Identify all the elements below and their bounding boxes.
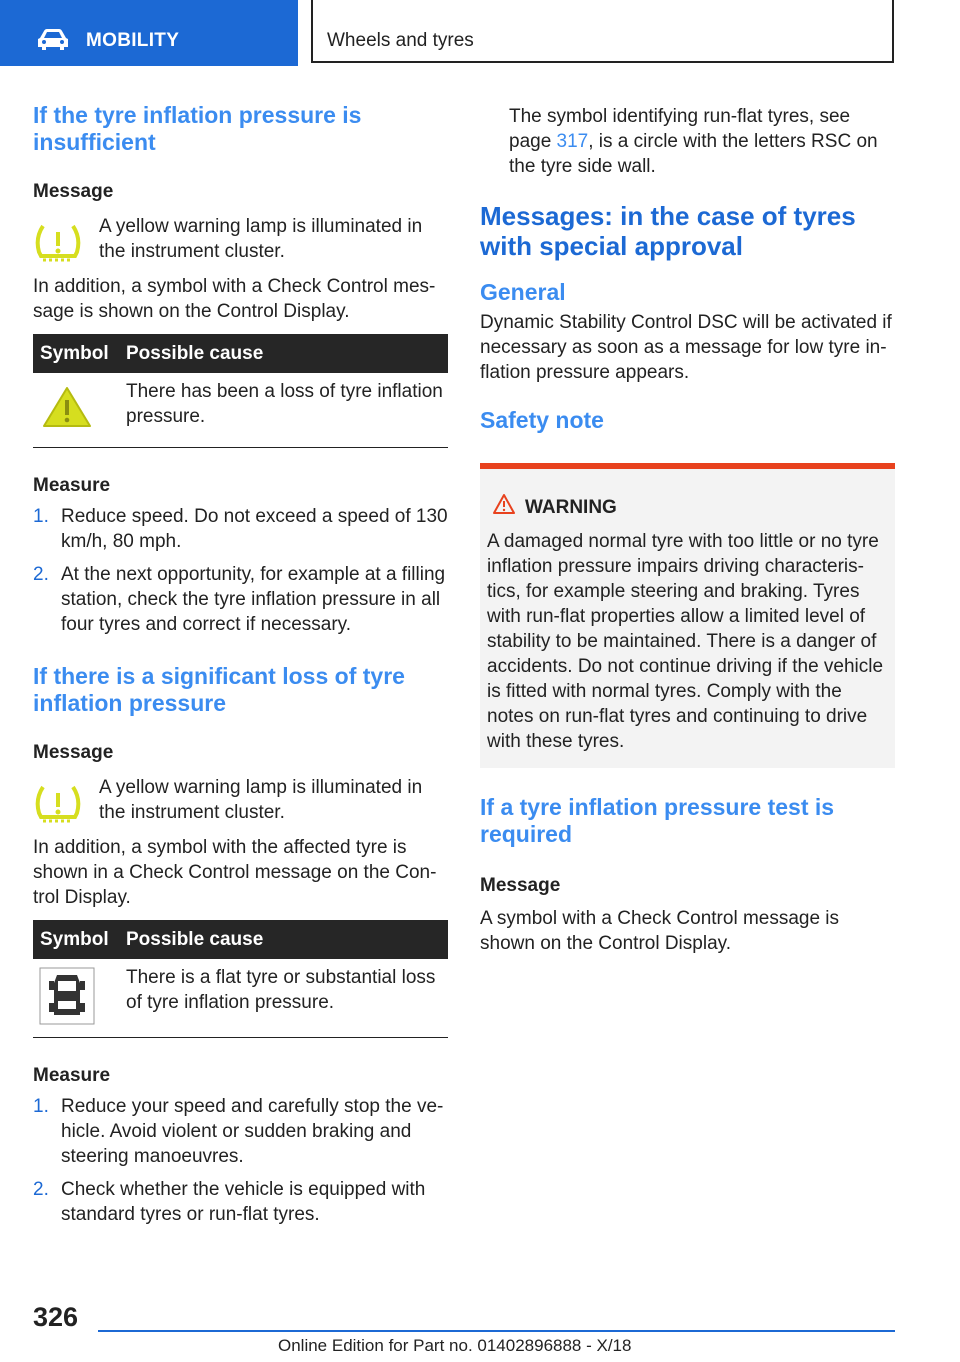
step-item: 1. Reduce speed. Do not exceed a speed of 130 km/h, 80 mph.: [33, 506, 448, 552]
measure-label: Measure: [33, 1065, 111, 1086]
general-text: Dynamic Stability Control DSC will be activated if necessary as soon as a message for low tyre inflation pressure appears.: [480, 312, 892, 383]
lamp-row: [33, 214, 448, 266]
runflat-text: The symbol identifying run-flat tyres, see page 317, is a circle with the letters RSC on the tyre side wall.: [509, 106, 878, 177]
addition-text: In addition, a symbol with the affected tyre is shown in a Check Control message on the Control Display.: [33, 837, 437, 908]
symbol-table: [33, 920, 448, 1033]
page-link-317[interactable]: 317: [556, 131, 589, 152]
car-icon: [36, 28, 70, 52]
warning-triangle-icon: [492, 493, 516, 515]
section-title: Wheels and tyres: [327, 30, 474, 51]
step-item: 2. Check whether the vehicle is equipped with standard tyres or run-flat tyres.: [33, 1179, 426, 1225]
page-number: 326: [33, 1302, 79, 1332]
heading-safety-note: Safety note: [480, 407, 604, 433]
heading-general: General: [480, 279, 566, 305]
step-item: 1. Reduce your speed and carefully stop the vehicle. Avoid violent or sudden braking and steering manoeuvres.: [33, 1096, 444, 1167]
heading-pressure-test: If a tyre inflation pressure test is required: [480, 794, 835, 847]
edition-text: Online Edition for Part no. 01402896888 - X/18: [278, 1336, 632, 1355]
warning-box: [480, 463, 895, 768]
warning-triangle-icon: [41, 385, 93, 429]
tyre-pressure-warning-lamp-icon: [33, 222, 83, 264]
heading-insufficient-pressure: If the tyre inflation pressure is insufficient: [33, 102, 362, 155]
message-label: Message: [33, 181, 114, 202]
measure-steps: [33, 1094, 448, 1227]
col-cause: Possible cause: [120, 920, 448, 959]
col-cause: Possible cause: [120, 334, 448, 373]
lamp-row: [33, 775, 448, 827]
message-label: Message: [33, 742, 114, 763]
warning-title: WARNING: [525, 497, 617, 518]
measure-label: Measure: [33, 475, 111, 496]
col-symbol: Symbol: [33, 334, 120, 373]
flat-tyre-car-icon: [39, 967, 95, 1025]
col-symbol: Symbol: [33, 920, 120, 959]
lamp-text: A yellow warning lamp is illuminated in the instrument cluster.: [99, 216, 423, 262]
chapter-tab-label: MOBILITY: [86, 30, 180, 51]
warning-text: A damaged normal tyre with too little or no tyre inflation pressure impairs driving characteristics, for example steering and braking. Tyres with run-flat properties allow a limited level of stability to be maintained. There is a danger of accidents. Do not continue driving if the vehicle is fitted with normal tyres. Comply with the notes on run-flat tyres and continuing to drive with these tyres.: [487, 531, 884, 752]
addition-text: In addition, a symbol with a Check Control message is shown on the Control Display.: [33, 276, 436, 322]
heading-special-approval: Messages: in the case of tyres with special approval: [480, 201, 856, 261]
right-column-top: [480, 104, 896, 434]
measure-steps: [33, 504, 448, 637]
footer-rule: [98, 1330, 895, 1332]
heading-significant-loss: If there is a significant loss of tyre inflation pressure: [33, 663, 405, 716]
right-column-bottom: [480, 794, 896, 956]
tyre-pressure-warning-lamp-icon: [33, 783, 83, 825]
cause-text: There is a flat tyre or substantial loss of tyre inflation pressure.: [126, 967, 436, 1013]
test-text: A symbol with a Check Control message is shown on the Control Display.: [480, 908, 840, 954]
message-label: Message: [480, 875, 561, 896]
cause-text: There has been a loss of tyre inflation pressure.: [126, 381, 443, 427]
section-header: [311, 0, 894, 63]
left-column: [33, 102, 448, 1227]
step-item: 2. At the next opportunity, for example at a filling station, check the tyre inflation pressure in all four tyres and correct if necessary.: [33, 564, 446, 635]
symbol-table: [33, 334, 448, 447]
chapter-tab[interactable]: [0, 0, 298, 66]
lamp-text: A yellow warning lamp is illuminated in the instrument cluster.: [99, 777, 423, 823]
